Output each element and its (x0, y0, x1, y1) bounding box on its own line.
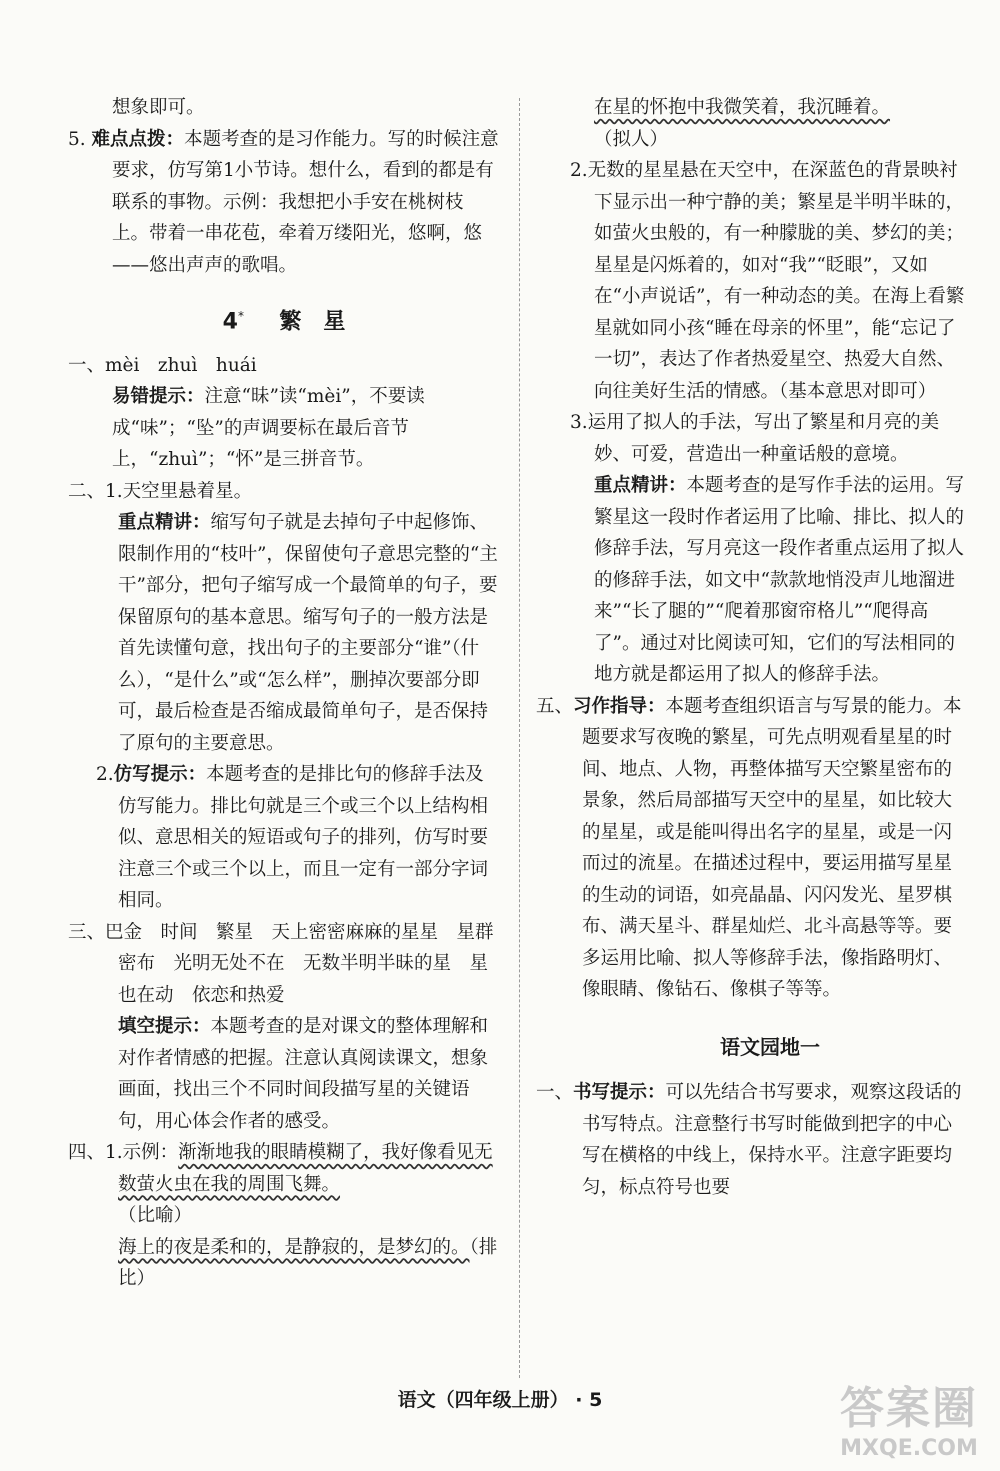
hint-label: 习作指导： (573, 695, 666, 717)
hint-text: 注意“昧”读“mèi”，不要读成“味”；“坠”的声调要标在最后音节上，“zhuì”；“怀”是三拼音节。 (112, 386, 425, 471)
answer-item-5 (68, 124, 500, 282)
page-number: 5 (589, 1389, 603, 1411)
watermark-logo: 答案圈 (840, 1383, 978, 1434)
item-number: 2. (96, 764, 114, 786)
garden-answer-1 (536, 1077, 970, 1203)
section-4-example-2 (68, 1232, 500, 1295)
answer-text: 巴金 时间 繁星 天上密密麻麻的星星 星群密布 光明无处不在 无数半明半昧的星 星也在动 依恋和热爱 (105, 921, 494, 1006)
example-sentence-2: 海上的夜是柔和的，是静寂的，是梦幻的。 (118, 1236, 470, 1258)
right-column (536, 92, 970, 1203)
hint-text: 本题考查的是写作手法的运用。写繁星这一段时作者运用了比喻、排比、拟人的修辞手法，写月亮这一段作者重点运用了拟人的修辞手法，如文中“款款地悄没声儿地溜进来”“长了腿的”“爬着那窗帘格儿”“爬得高了”。通过对比阅读可知，它们的写法相同的地方就是都运用了拟人的修辞手法。 (594, 475, 965, 685)
hint-label: 难点点拨： (91, 128, 185, 150)
section-label: 二、1. (68, 480, 123, 502)
section-4-hint (570, 470, 970, 691)
watermark-url: MXQE.COM (840, 1436, 978, 1461)
hint-text: 可以先结合书写要求，观察这段话的书写特点。注意整行书写时能做到把字的中心写在横格的中线上，保持水平。注意字距要均匀，标点符号也要 (582, 1082, 962, 1198)
item-number: 5. (68, 128, 86, 150)
section-label: 一、 (536, 1082, 574, 1103)
lesson-name: 繁 星 (279, 309, 346, 335)
section-5-answer (536, 691, 970, 1006)
example-sentence-1: 渐渐地我的眼睛模糊了，我好像看见无数萤火虫在我的周围飞舞。 (118, 1142, 493, 1195)
example-sentence-3: 在星的怀抱中我微笑着，我沉睡着。 (594, 97, 891, 118)
section-1-answer (68, 350, 500, 382)
lesson-title (68, 301, 500, 338)
hint-text: 本题考查组织语言与写景的能力。本题要求写夜晚的繁星，可先点明观看星星的时间、地点、人物，再整体描写天空繁星密布的景象，然后局部描写天空中的星星，如比较大的星星，或是能叫得出名字的星星，或是一闪而过的流星。在描述过程中，要运用描写星星的生动的词语，如亮晶晶、闪闪发光、星罗棋布、满天星斗、群星灿烂、北斗高悬等等。要多运用比喻、拟人等修辞手法，像指路明灯、像眼睛、像钻石、像棋子等等。 (582, 695, 962, 1000)
column-divider (519, 98, 520, 1378)
text-line: 想象即可。 (112, 97, 205, 118)
rhetoric-tag-1: （比喻） (118, 1205, 193, 1227)
section-2-answer (68, 476, 500, 508)
hint-label: 填空提示： (118, 1016, 211, 1038)
section-3-answer (68, 917, 500, 1012)
rhetoric-tag-3: （拟人） (594, 128, 669, 150)
hint-label: 书写提示： (573, 1082, 666, 1103)
section-label: 四、1. (68, 1142, 123, 1164)
hint-text: 本题考查的是排比句的修辞手法及仿写能力。排比句就是三个或三个以上结构相似、意思相关的短语或句子的排列，仿写时要注意三个或三个以上，而且一定有一部分字词相同。 (118, 764, 489, 912)
section-1-hint (68, 381, 500, 476)
pinyin-answer: mèi zhuì huái (105, 354, 257, 376)
answer-item-2 (570, 155, 970, 407)
section-label: 五、 (536, 695, 574, 717)
section-4-answer (68, 1137, 500, 1200)
answer-item-3 (570, 407, 970, 470)
hint-label: 仿写提示： (113, 764, 207, 786)
item-number: 3. (570, 412, 588, 433)
item-number: 2. (570, 160, 588, 181)
section-3-hint (68, 1011, 500, 1137)
continued-example (570, 92, 970, 124)
watermark (840, 1372, 978, 1461)
footer-dot: · (575, 1389, 583, 1411)
answer-text: 运用了拟人的手法，写出了繁星和月亮的美妙、可爱，营造出一种童话般的意境。 (587, 412, 940, 465)
answer-text: 无数的星星悬在天空中，在深蓝色的背景映衬下显示出一种宁静的美；繁星是半明半昧的，如萤火虫般的，有一种朦胧的美、梦幻的美；星星是闪烁着的，如对“我”“眨眼”，又如在“小声说话”，有一种动态的美。在海上看繁星就如同小孩“睡在母亲的怀里”，能“忘记了一切”，表达了作者热爱星空、热爱大自然、向往美好生活的情感。（基本意思对即可） (587, 160, 965, 402)
hint-text: 本题考查的是习作能力。写的时候注意要求，仿写第1小节诗。想什么，看到的都是有联系的事物。示例：我想把小手安在桃树枝上。带着一串花苞，牵着万缕阳光，悠啊，悠——悠出声声的歌唱。 (112, 128, 499, 276)
hint-label: 易错提示： (112, 386, 205, 408)
section-2-hint-2 (68, 759, 500, 917)
section-2-hint-1 (68, 507, 500, 759)
hint-label: 重点精讲： (118, 512, 211, 534)
section-title: 语文园地一 (720, 1034, 820, 1059)
book-title: 语文（四年级上册） (397, 1389, 569, 1411)
hint-text: 本题考查的是对课文的整体理解和对作者情感的把握。注意认真阅读课文，想象画面，找出三个不同时间段描写星的关键语句，用心体会作者的感受。 (118, 1016, 489, 1132)
hint-text: 缩写句子就是去掉句子中起修饰、限制作用的“枝叶”，保留使句子意思完整的“主干”部分，把句子缩写成一个最简单的句子，要保留原句的基本意思。缩写句子的一般方法是首先读懂句意，找出句子的主要部分“谁”（什么），“是什么”或“怎么样”，删掉次要部分即可，最后检查是否缩成最简单句子，是否保持了原句的主要意思。 (118, 512, 498, 754)
lesson-number: 4 (222, 309, 238, 335)
hint-label: 重点精讲： (594, 475, 687, 496)
star-mark: * (237, 309, 244, 323)
left-column (68, 92, 500, 1295)
rhetoric-tag-2: （排比） (118, 1236, 498, 1290)
section-label: 三、 (68, 921, 106, 943)
example-label: 示例： (122, 1142, 179, 1164)
answer-text: 天空里悬着星。 (122, 480, 253, 502)
section-label: 一、 (68, 354, 106, 376)
